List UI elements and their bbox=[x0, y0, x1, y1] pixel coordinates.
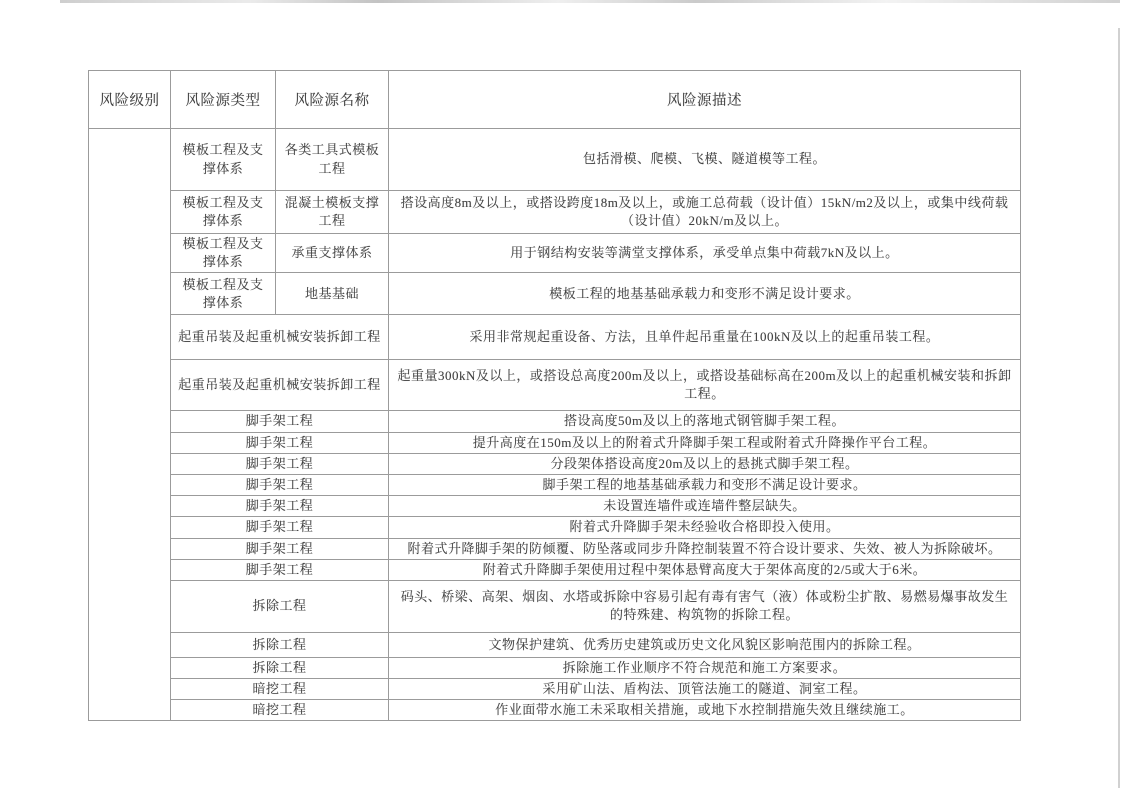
risk-desc-cell: 起重量300kN及以上，或搭设总高度200m及以上，或搭设基础标高在200m及以上的起重机械安装和拆卸工程。 bbox=[389, 360, 1021, 411]
risk-type-cell: 模板工程及支撑体系 bbox=[171, 191, 276, 234]
risk-type-cell: 脚手架工程 bbox=[171, 453, 389, 474]
table-row bbox=[89, 191, 1021, 234]
risk-type-cell: 起重吊装及起重机械安装拆卸工程 bbox=[171, 360, 389, 411]
risk-desc-cell: 采用矿山法、盾构法、顶管法施工的隧道、洞室工程。 bbox=[389, 679, 1021, 700]
risk-type-cell: 脚手架工程 bbox=[171, 411, 389, 432]
table-row bbox=[89, 273, 1021, 315]
table-row bbox=[89, 432, 1021, 453]
risk-source-table bbox=[88, 70, 1021, 721]
col-header-risk-name: 风险源名称 bbox=[276, 71, 389, 129]
risk-name-cell: 混凝土模板支撑工程 bbox=[276, 191, 389, 234]
scan-edge-right bbox=[1118, 28, 1120, 788]
risk-type-cell: 脚手架工程 bbox=[171, 432, 389, 453]
risk-desc-cell: 提升高度在150m及以上的附着式升降脚手架工程或附着式升降操作平台工程。 bbox=[389, 432, 1021, 453]
table-row bbox=[89, 360, 1021, 411]
risk-desc-cell: 搭设高度50m及以上的落地式钢管脚手架工程。 bbox=[389, 411, 1021, 432]
risk-desc-cell: 采用非常规起重设备、方法，且单件起吊重量在100kN及以上的起重吊装工程。 bbox=[389, 315, 1021, 360]
risk-desc-cell: 未设置连墙件或连墙件整层缺失。 bbox=[389, 496, 1021, 517]
risk-type-cell: 模板工程及支撑体系 bbox=[171, 273, 276, 315]
risk-desc-cell: 脚手架工程的地基基础承载力和变形不满足设计要求。 bbox=[389, 474, 1021, 495]
risk-type-cell: 模板工程及支撑体系 bbox=[171, 129, 276, 191]
table-row bbox=[89, 315, 1021, 360]
risk-type-cell: 脚手架工程 bbox=[171, 496, 389, 517]
risk-type-cell: 暗挖工程 bbox=[171, 679, 389, 700]
risk-desc-cell: 文物保护建筑、优秀历史建筑或历史文化风貌区影响范围内的拆除工程。 bbox=[389, 632, 1021, 657]
table-row bbox=[89, 234, 1021, 273]
risk-desc-cell: 包括滑模、爬模、飞模、隧道模等工程。 bbox=[389, 129, 1021, 191]
risk-name-cell: 承重支撑体系 bbox=[276, 234, 389, 273]
table-row bbox=[89, 632, 1021, 657]
risk-desc-cell: 用于钢结构安装等满堂支撑体系，承受单点集中荷载7kN及以上。 bbox=[389, 234, 1021, 273]
table-row bbox=[89, 474, 1021, 495]
risk-desc-cell: 附着式升降脚手架未经验收合格即投入使用。 bbox=[389, 517, 1021, 538]
col-header-risk-desc: 风险源描述 bbox=[389, 71, 1021, 129]
risk-type-cell: 脚手架工程 bbox=[171, 538, 389, 559]
table-row bbox=[89, 411, 1021, 432]
risk-type-cell: 脚手架工程 bbox=[171, 517, 389, 538]
risk-desc-cell: 码头、桥梁、高架、烟囱、水塔或拆除中容易引起有毒有害气（液）体或粉尘扩散、易燃易爆事故发生的特殊建、构筑物的拆除工程。 bbox=[389, 580, 1021, 632]
col-header-risk-type: 风险源类型 bbox=[171, 71, 276, 129]
risk-desc-cell: 拆除施工作业顺序不符合规范和施工方案要求。 bbox=[389, 657, 1021, 678]
risk-desc-cell: 作业面带水施工未采取相关措施，或地下水控制措施失效且继续施工。 bbox=[389, 700, 1021, 721]
risk-type-cell: 拆除工程 bbox=[171, 580, 389, 632]
table-row bbox=[89, 496, 1021, 517]
risk-name-cell: 各类工具式模板工程 bbox=[276, 129, 389, 191]
risk-desc-cell: 附着式升降脚手架的防倾覆、防坠落或同步升降控制装置不符合设计要求、失效、被人为拆除破坏。 bbox=[389, 538, 1021, 559]
risk-type-cell: 脚手架工程 bbox=[171, 559, 389, 580]
risk-type-cell: 拆除工程 bbox=[171, 632, 389, 657]
risk-type-cell: 拆除工程 bbox=[171, 657, 389, 678]
table-row bbox=[89, 700, 1021, 721]
risk-desc-cell: 模板工程的地基基础承载力和变形不满足设计要求。 bbox=[389, 273, 1021, 315]
table-row bbox=[89, 129, 1021, 191]
table-row bbox=[89, 559, 1021, 580]
col-header-risk-level: 风险级别 bbox=[89, 71, 171, 129]
risk-desc-cell: 附着式升降脚手架使用过程中架体悬臂高度大于架体高度的2/5或大于6米。 bbox=[389, 559, 1021, 580]
risk-type-cell: 模板工程及支撑体系 bbox=[171, 234, 276, 273]
table-row bbox=[89, 580, 1021, 632]
table-row bbox=[89, 517, 1021, 538]
risk-desc-cell: 分段架体搭设高度20m及以上的悬挑式脚手架工程。 bbox=[389, 453, 1021, 474]
table-row bbox=[89, 679, 1021, 700]
risk-type-cell: 脚手架工程 bbox=[171, 474, 389, 495]
scan-edge-top bbox=[60, 0, 1120, 3]
table-row bbox=[89, 538, 1021, 559]
table-header-row bbox=[89, 71, 1021, 129]
risk-name-cell: 地基基础 bbox=[276, 273, 389, 315]
document-page bbox=[88, 70, 1020, 721]
risk-type-cell: 起重吊装及起重机械安装拆卸工程 bbox=[171, 315, 389, 360]
risk-desc-cell: 搭设高度8m及以上，或搭设跨度18m及以上，或施工总荷载（设计值）15kN/m2及以上，或集中线荷载（设计值）20kN/m及以上。 bbox=[389, 191, 1021, 234]
risk-level-cell bbox=[89, 129, 171, 721]
risk-type-cell: 暗挖工程 bbox=[171, 700, 389, 721]
table-row bbox=[89, 453, 1021, 474]
table-row bbox=[89, 657, 1021, 678]
